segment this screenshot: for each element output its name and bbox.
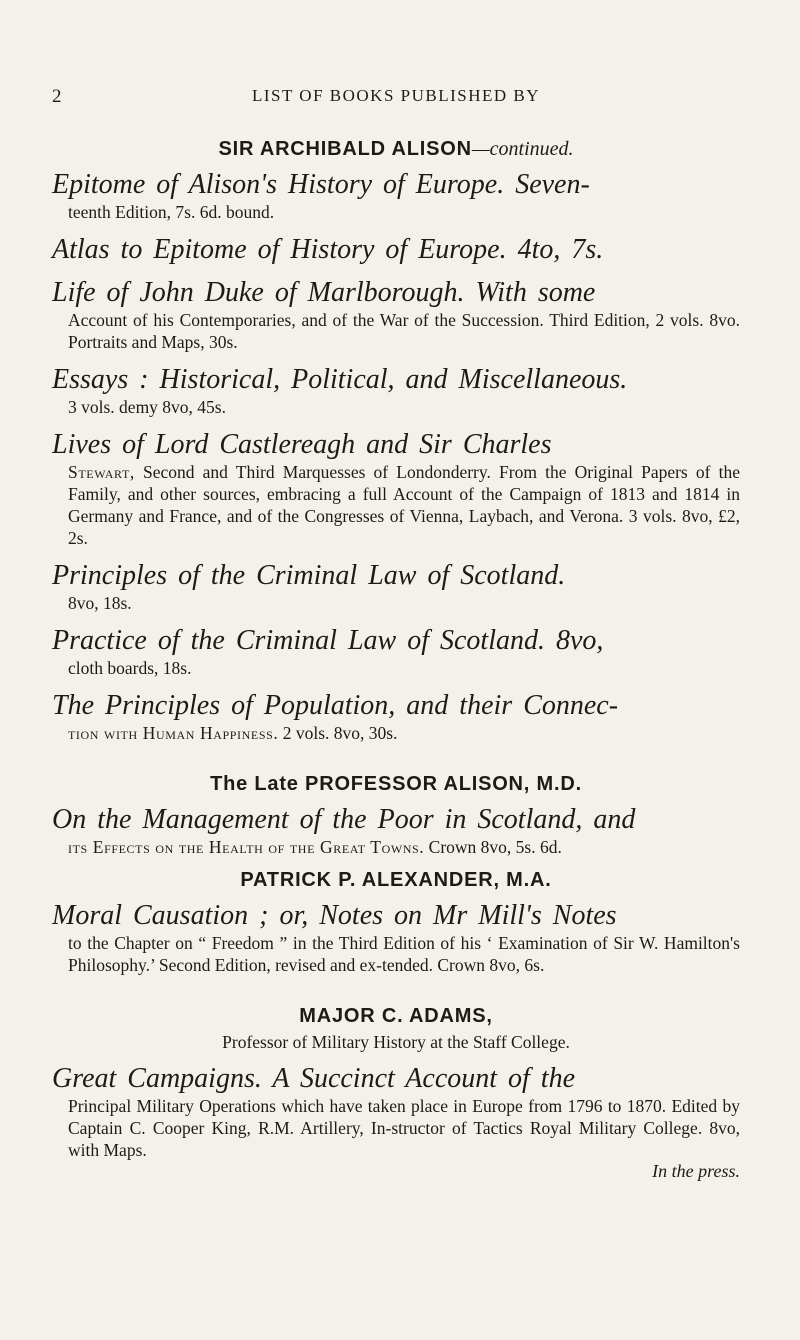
book-title: Moral Causation ; or, Notes on Mr Mill's Notes xyxy=(52,900,617,931)
book-description: 3 vols. demy 8vo, 45s. xyxy=(68,397,226,417)
book-description: teenth Edition, 7s. 6d. bound. xyxy=(68,202,275,222)
book-title: Epitome of Alison's History of Europe. Seven- xyxy=(52,169,590,200)
book-title: Great Campaigns. A Succinct Account of the xyxy=(52,1063,576,1094)
book-title: Lives of Lord Castlereagh and Sir Charles xyxy=(52,429,552,460)
book-title: Essays : Historical, Political, and Miscellaneous. xyxy=(52,364,628,395)
author-heading: PATRICK P. ALEXANDER, M.A. xyxy=(240,869,552,891)
book-description: Stewart, Second and Third Marquesses of Londonderry. From the Original Papers of the Family, and other sources, embracing a full Account of the Campaign of 1813 and 1814 in Germany and France, and of the Congresses of Vienna, Laybach, and Verona. 3 vols. 8vo, £2, 2s. xyxy=(68,462,740,548)
book-title: Life of John Duke of Marlborough. With some xyxy=(52,277,596,308)
book-title: Practice of the Criminal Law of Scotland. 8vo, xyxy=(52,625,604,656)
author-heading: The Late PROFESSOR ALISON, M.D. xyxy=(210,773,582,795)
book-entry xyxy=(52,169,740,223)
book-title: Atlas to Epitome of History of Europe. 4to, 7s. xyxy=(52,234,604,265)
book-entry xyxy=(52,804,740,858)
book-title: On the Management of the Poor in Scotland, and xyxy=(52,804,636,835)
page-body xyxy=(52,130,740,1193)
book-description: tion with Human Happiness. 2 vols. 8vo, 30s. xyxy=(68,723,398,743)
book-description: to the Chapter on “ Freedom ” in the Third Edition of his ‘ Examination of Sir W. Hamilton's Philosophy.’ Second Edition, revised and ex-tended. Crown 8vo, 6s. xyxy=(68,933,740,975)
book-title: The Principles of Population, and their Connec- xyxy=(52,690,619,721)
page-number: 2 xyxy=(52,86,62,107)
book-description: Account of his Contemporaries, and of the War of the Succession. Third Edition, 2 vols. 8vo. Portraits and Maps, 30s. xyxy=(68,310,740,352)
author-heading: SIR ARCHIBALD ALISON—continued. xyxy=(218,138,574,160)
author-heading: MAJOR C. ADAMS, xyxy=(299,1005,493,1027)
book-entry xyxy=(52,364,740,418)
book-entry xyxy=(52,429,740,549)
running-head xyxy=(52,86,740,110)
in-press-note: In the press. xyxy=(652,1161,740,1181)
book-entry xyxy=(52,690,740,744)
book-entry xyxy=(52,560,740,614)
book-description: 8vo, 18s. xyxy=(68,593,132,613)
author-subtitle: Professor of Military History at the Staff College. xyxy=(222,1032,570,1052)
book-title: Principles of the Criminal Law of Scotland. xyxy=(52,560,566,591)
book-entry xyxy=(52,234,740,266)
book-description: its Effects on the Health of the Great Towns. Crown 8vo, 5s. 6d. xyxy=(68,837,562,857)
book-entry xyxy=(52,1063,740,1182)
book-entry xyxy=(52,900,740,976)
book-entry xyxy=(52,625,740,679)
book-description: cloth boards, 18s. xyxy=(68,658,192,678)
book-entry xyxy=(52,277,740,353)
book-description: Principal Military Operations which have taken place in Europe from 1796 to 1870. Edited by Captain C. Cooper King, R.M. Artillery, In-structor of Tactics Royal Military College. 8vo, with Maps. xyxy=(68,1096,740,1160)
running-title: LIST OF BOOKS PUBLISHED BY xyxy=(251,86,541,105)
